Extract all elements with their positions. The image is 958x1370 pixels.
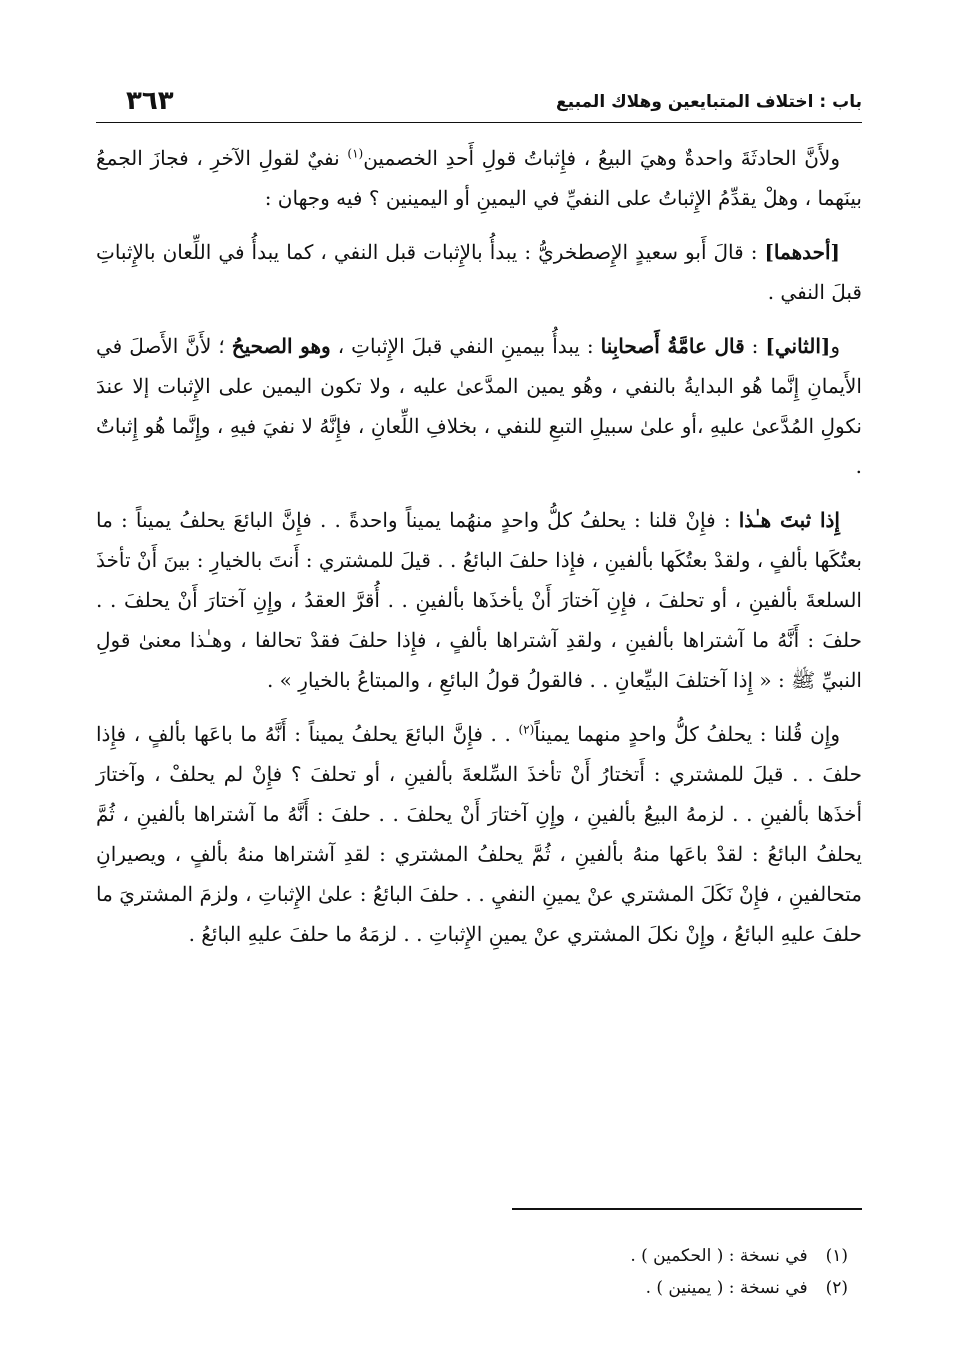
paragraph-5	[96, 714, 862, 954]
paragraph-1	[96, 138, 862, 218]
footnote-marker-1: (١)	[347, 146, 364, 161]
running-title: باب : اختلاف المتبايعين وهلاك المبيع	[556, 92, 862, 112]
footnotes	[96, 1240, 862, 1304]
footnote-number: (١)	[825, 1246, 848, 1266]
paragraph-text: نفيٌ لقولِ الآخرِ ، فجازَ الجمعُ بينَهما ، وهلْ يقدِّمُ الإِثباتُ على النفيِّ في اليمينِ أو اليمينين ؟ فيه وجهان :	[96, 146, 862, 210]
page-number: ٣٦٣	[126, 86, 174, 116]
footnote-text: في نسخة : ( يمينين ) .	[645, 1278, 808, 1298]
footnote-text: في نسخة : ( الحكمين ) .	[630, 1246, 808, 1266]
bold-phrase: قال عامَّةُ أَصحابِنا	[600, 334, 745, 358]
paragraph-text: : فإِنْ قلنا : يحلفُ كلُّ واحدٍ منهُما يميناً واحدةً . . فإِنَّ البائعَ يحلفُ يميناً : ما بعتُكَها بألفٍ ، ولقدْ بعتُكَها بألفينِ ، فإِذا حلفَ البائعُ . . قيلَ للمشتري : أَنتَ بالخيارِ : بينَ أَنْ تأخذَ السلعةَ بألفينِ ، أو تحلفَ ، فإِنِ آختارَ أَنْ يأخذَها بألفينِ . . أُقرَّ العقدُ ، وإِنِ آختارَ أَنْ يحلفَ . . حلفَ : أَنَّهُ ما آشتراها بألفينِ ، ولقدِ آشتراها بألفٍ ، فإِذا حلفَ فقدْ تحالفا ، وهـٰذا معنىٰ قولِ النبيِّ ﷺ : « إِذا آختلفَ البيِّعانِ . . فالقولُ قولُ البائعِ ، والمبتاعُ بالخيارِ » .	[96, 508, 862, 692]
bold-phrase: وهو الصحيحُ	[231, 334, 331, 358]
paragraph-text: ولأَنَّ الحادثَةَ واحدةٌ وهيَ البيعُ ، فإِثباتُ قولِ أَحدِ الخصمين	[363, 146, 840, 170]
footnote-2	[96, 1272, 862, 1304]
footnote-marker-2: (٢)	[518, 722, 535, 737]
paragraph-4	[96, 500, 862, 700]
footnote-divider	[512, 1208, 862, 1210]
paragraph-2	[96, 232, 862, 312]
paragraph-text: . . فإِنَّ البائعَ يحلفُ يميناً : أَنَّهُ ما باعَها بألفٍ ، فإِذا حلفَ . . قيلَ للمشتري : أَتختارُ أَنْ تأخذَ السِّلعةَ بألفينِ ، أو تحلفَ ؟ فإِنْ لم يحلفْ ، وآختارَ أخذَها بألفينِ . . لزمهُ البيعُ بألفينِ ، وإِنِ آختارَ أَنْ يحلفَ . . حلفَ : أَنَّهُ ما آشتراها بألفينِ ، ثُمَّ يحلفُ البائعُ : لقدْ باعَها منهُ بألفينِ ، ثُمَّ يحلفُ المشتري : لقدِ آشتراها منهُ بألفٍ ، ويصيرانِ متحالفينِ ، فإِنْ نَكَلَ المشتري عنْ يمينِ النفيِ . . حلفَ البائعُ : علىٰ الإِثباتِ ، ولزمَ المشتريَ ما حلفَ عليهِ البائعُ ، وإِنْ نكلَ المشتري عنْ يمينِ الإِثباتِ . . لزمَهُ ما حلفَ عليهِ البائعُ .	[96, 722, 863, 946]
body-text	[96, 138, 862, 968]
paragraph-text: : يبدأُ بيمينِ النفي قبلَ الإِثباتِ ،	[330, 334, 601, 358]
paragraph-text: :	[744, 334, 766, 358]
paragraph-text: ؛ لأَنَّ الأَصلَ في الأَيمانِ إِنَّما هُو البدايةُ بالنفي ، وهُو يمين المدَّعىٰ عليه ، ولا تكون اليمين على الإِثبات إلا عندَ نكولِ المُدَّعىٰ عليهِ ،أو علىٰ سبيلِ التبعِ للنفي ، بخلافِ اللِّعانِ ، فإِنَّهُ لا نفيَ فيهِ ، وإِنَّما هُو إِثباتٌ .	[96, 334, 862, 478]
first-opinion-label: [أحدهما]	[764, 240, 840, 264]
paragraph-text: و	[830, 334, 841, 358]
bold-phrase: إِذا ثبتَ هـٰذا	[738, 508, 840, 532]
paragraph-text: : قالَ أَبو سعيدٍ الإِصطخريُّ : يبدأُ بالإِثبات قبل النفي ، كما يبدأُ في اللِّعان بالإِثباتِ قبلَ النفي .	[96, 240, 862, 304]
footnote-1	[96, 1240, 862, 1272]
footnote-number: (٢)	[825, 1278, 848, 1298]
paragraph-text: وإِن قُلنا : يحلفُ كلُّ واحدٍ منهما يميناً	[534, 722, 840, 746]
paragraph-3	[96, 326, 862, 486]
second-opinion-label: [الثاني]	[765, 334, 831, 358]
running-header	[96, 86, 862, 123]
